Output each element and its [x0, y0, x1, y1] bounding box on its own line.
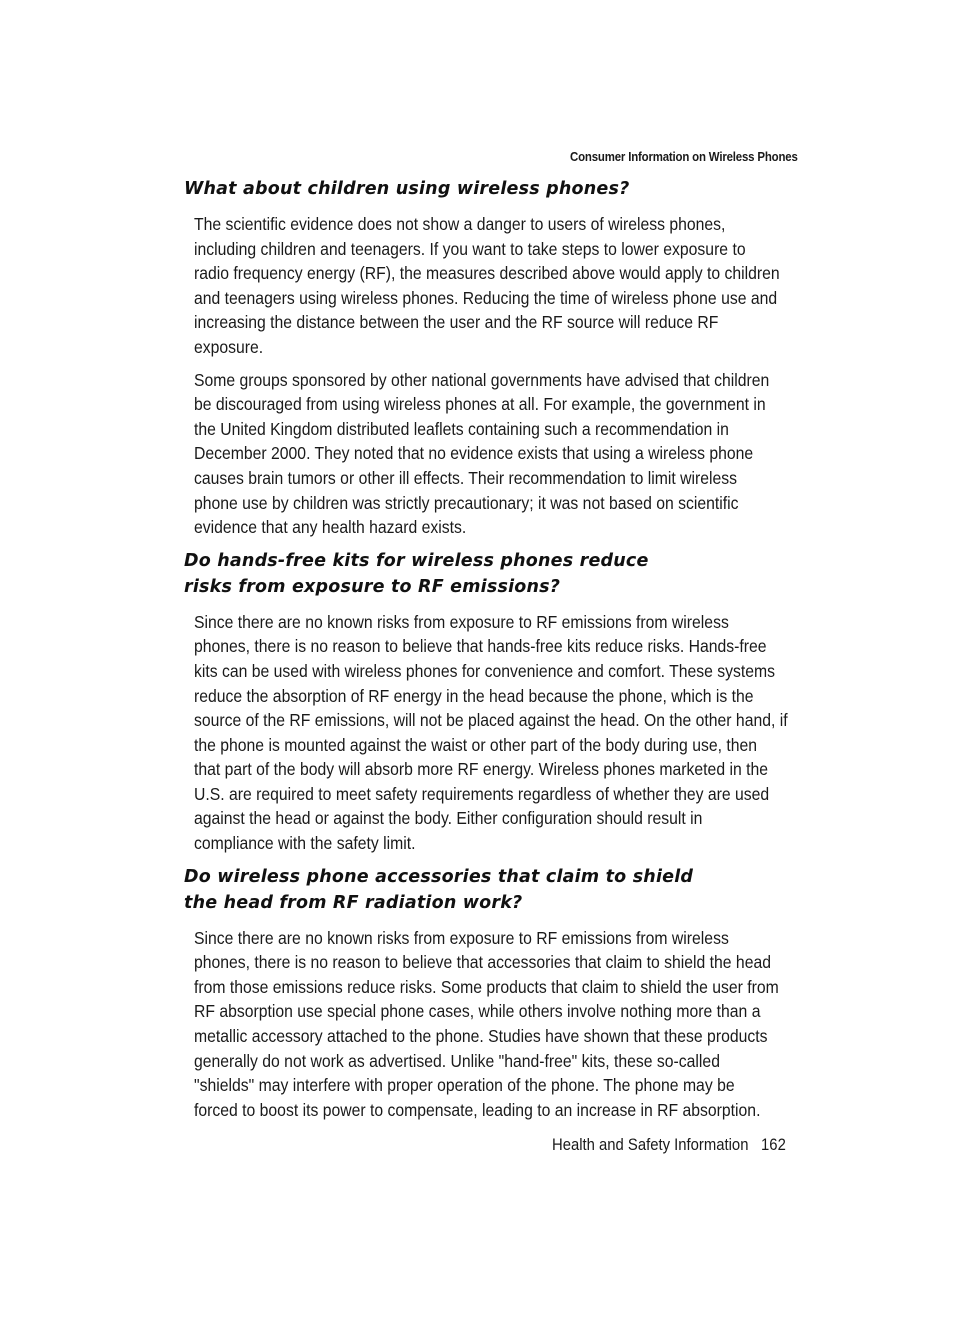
text-line: Some groups sponsored by other national governments have advised that children — [194, 369, 770, 390]
text-line: the phone is mounted against the waist or other part of the body during use, then — [194, 734, 758, 755]
text-line: exposure. — [194, 336, 264, 357]
page-footer — [552, 1136, 786, 1155]
text-line: evidence that any health hazard exists. — [194, 517, 467, 538]
paragraph — [194, 212, 780, 360]
section-heading — [184, 548, 804, 600]
text-line: metallic accessory attached to the phone. Studies have shown that these products — [194, 1026, 768, 1047]
text-line: December 2000. They noted that no evidence exists that using a wireless phone — [194, 443, 754, 464]
running-header: Consumer Information on Wireless Phones — [570, 149, 798, 164]
heading-line: Do wireless phone accessories that claim to shield — [184, 866, 694, 887]
text-line: from those emissions reduce risks. Some products that claim to shield the user from — [194, 976, 779, 997]
section-heading — [184, 864, 804, 916]
section-children — [184, 176, 804, 540]
text-line: kits can be used with wireless phones for convenience and comfort. These systems — [194, 660, 776, 681]
text-line: that part of the body will absorb more RF energy. Wireless phones marketed in the — [194, 759, 768, 780]
text-line: phones, there is no reason to believe that hands-free kits reduce risks. Hands-free — [194, 636, 767, 657]
paragraph — [194, 368, 770, 540]
heading-line: What about children using wireless phones? — [184, 179, 630, 199]
text-line: and teenagers using wireless phones. Reducing the time of wireless phone use and — [194, 287, 778, 308]
text-line: compliance with the safety limit. — [194, 833, 416, 854]
text-line: forced to boost its power to compensate, leading to an increase in RF absorption. — [194, 1099, 761, 1120]
text-line: Since there are no known risks from exposure to RF emissions from wireless — [194, 927, 729, 948]
text-line: radio frequency energy (RF), the measures described above would apply to children — [194, 263, 780, 284]
text-line: RF absorption use special phone cases, while others involve nothing more than a — [194, 1001, 761, 1022]
heading-line: risks from exposure to RF emissions? — [184, 576, 561, 597]
text-line: generally do not work as advertised. Unlike "hand-free" kits, these so-called — [194, 1050, 720, 1071]
heading-line: Do hands-free kits for wireless phones reduce — [184, 550, 649, 571]
page-number: 162 — [761, 1136, 786, 1154]
text-line: "shields" may interfere with proper operation of the phone. The phone may be — [194, 1075, 735, 1096]
text-line: phone use by children was strictly precautionary; it was not based on scientific — [194, 492, 739, 513]
text-line: phones, there is no reason to believe that accessories that claim to shield the head — [194, 952, 771, 973]
text-line: U.S. are required to meet safety requirements regardless of whether they are used — [194, 783, 770, 804]
text-line: causes brain tumors or other ill effects. Their recommendation to limit wireless — [194, 467, 738, 488]
main-content — [184, 176, 804, 1122]
text-line: The scientific evidence does not show a danger to users of wireless phones, — [194, 214, 726, 234]
section-heading — [184, 176, 804, 202]
footer-section-title: Health and Safety Information — [552, 1136, 749, 1154]
heading-line: the head from RF radiation work? — [184, 892, 523, 913]
text-line: increasing the distance between the user and the RF source will reduce RF — [194, 312, 719, 333]
text-line: Since there are no known risks from exposure to RF emissions from wireless — [194, 611, 729, 632]
text-line: including children and teenagers. If you want to take steps to lower exposure to — [194, 238, 746, 259]
text-line: be discouraged from using wireless phones at all. For example, the government in — [194, 394, 766, 415]
section-shield-accessories — [184, 864, 804, 1123]
text-line: the United Kingdom distributed leaflets containing such a recommendation in — [194, 418, 729, 439]
section-hands-free-kits — [184, 548, 804, 856]
paragraph — [194, 610, 788, 856]
text-line: reduce the absorption of RF energy in the head because the phone, which is the — [194, 685, 754, 706]
text-line: against the head or against the body. Either configuration should result in — [194, 808, 703, 829]
paragraph — [194, 926, 779, 1123]
text-line: source of the RF emissions, will not be placed against the head. On the other hand, if — [194, 710, 788, 731]
